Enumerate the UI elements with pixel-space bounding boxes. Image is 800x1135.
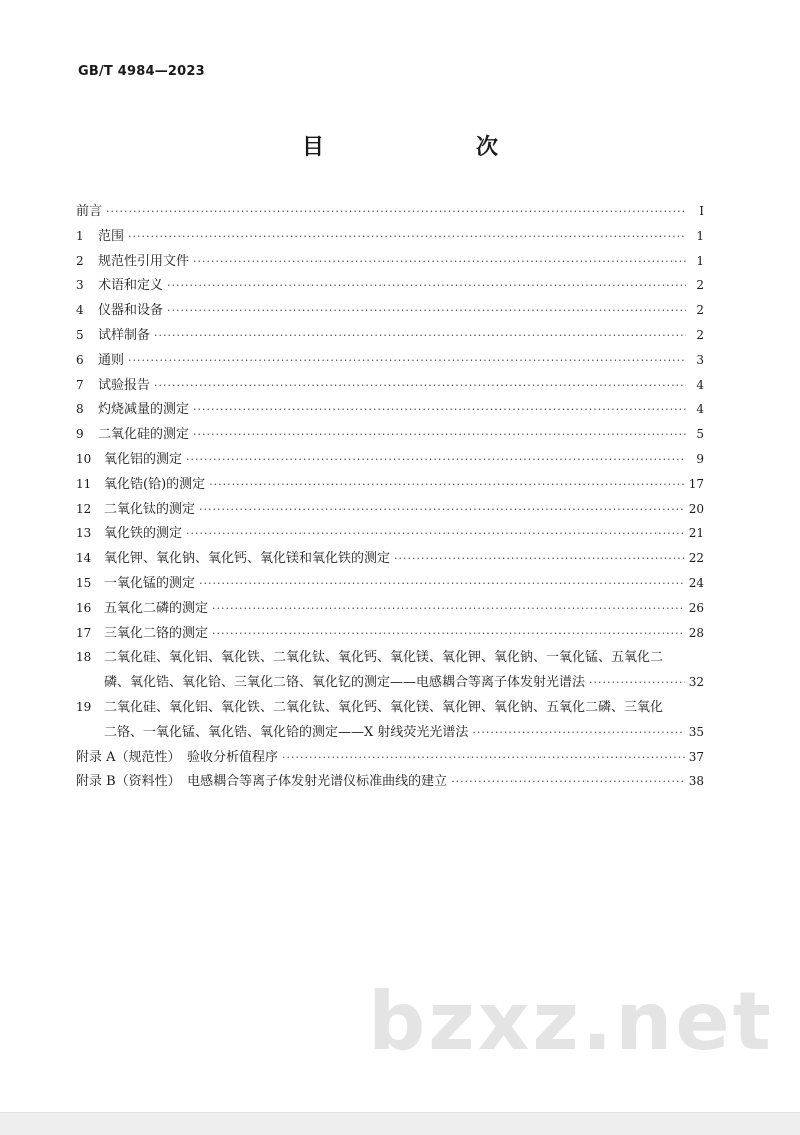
toc-label: 二氧化硅的测定 — [98, 427, 190, 443]
dot-leader — [106, 205, 686, 218]
toc-number: 15 — [76, 575, 92, 590]
table-of-contents — [76, 200, 704, 795]
dot-leader — [472, 726, 684, 739]
toc-number: 11 — [76, 476, 92, 491]
dot-leader — [193, 403, 686, 416]
toc-page: 2 — [696, 303, 704, 318]
toc-number: 1 — [76, 228, 84, 243]
toc-label: 五氧化二磷的测定 — [104, 600, 209, 616]
toc-label-cont: 磷、氧化锆、氧化铪、三氧化二铬、氧化钇的测定——电感耦合等离子体发射光谱法 — [104, 675, 586, 691]
toc-label-cont: 二铬、一氧化锰、氧化锆、氧化铪的测定——X 射线荧光光谱法 — [104, 724, 469, 740]
page-title: 目 次 — [301, 134, 534, 160]
dot-leader — [154, 329, 686, 342]
toc-number: 7 — [76, 377, 84, 392]
toc-number: 12 — [76, 501, 92, 516]
dot-leader — [199, 577, 685, 590]
toc-label: 仪器和设备 — [98, 303, 164, 319]
toc-page: 28 — [688, 625, 704, 640]
toc-label: 一氧化锰的测定 — [104, 575, 196, 591]
toc-label: 试验报告 — [98, 377, 151, 393]
toc-page: 20 — [688, 501, 704, 516]
dot-leader — [128, 230, 686, 243]
toc-entry-17[interactable] — [76, 622, 704, 647]
toc-label: 二氧化钛的测定 — [104, 501, 196, 517]
toc-label: 范围 — [98, 228, 125, 244]
toc-number: 13 — [76, 526, 92, 541]
toc-entry-6[interactable] — [76, 349, 704, 374]
toc-entries — [76, 225, 704, 647]
toc-page: 17 — [688, 476, 704, 491]
dot-leader — [209, 478, 685, 491]
dot-leader — [212, 602, 685, 615]
toc-entry-2[interactable] — [76, 250, 704, 275]
toc-entry-19-cont[interactable] — [76, 721, 704, 746]
toc-number: 10 — [76, 451, 92, 466]
toc-number: 2 — [76, 253, 84, 268]
toc-label: 二氧化硅、氧化铝、氧化铁、二氧化钛、氧化钙、氧化镁、氧化钾、氧化钠、五氧化二磷、三氧化 — [104, 699, 664, 715]
toc-entry-preface[interactable] — [76, 200, 704, 225]
toc-page: 1 — [696, 253, 704, 268]
dot-leader — [282, 751, 685, 764]
toc-page: 2 — [696, 278, 704, 293]
toc-label: 氧化钾、氧化钠、氧化钙、氧化镁和氧化铁的测定 — [104, 551, 391, 567]
dot-leader — [154, 379, 686, 392]
toc-page: 37 — [688, 749, 704, 764]
toc-page: 1 — [696, 228, 704, 243]
toc-number: 18 — [76, 650, 92, 665]
toc-entry-12[interactable] — [76, 498, 704, 523]
toc-label: 三氧化二铬的测定 — [104, 625, 209, 641]
toc-label: 氧化铝的测定 — [104, 451, 183, 467]
toc-entry-5[interactable] — [76, 324, 704, 349]
toc-page: 9 — [696, 451, 704, 466]
toc-entry-16[interactable] — [76, 597, 704, 622]
toc-number: 14 — [76, 551, 92, 566]
dot-leader — [167, 304, 686, 317]
toc-entry-18[interactable] — [76, 646, 704, 671]
toc-page: 32 — [688, 675, 704, 690]
dot-leader — [199, 503, 685, 516]
toc-number: 9 — [76, 427, 84, 442]
toc-number: 16 — [76, 600, 92, 615]
dot-leader — [128, 354, 686, 367]
standard-code: GB/T 4984—2023 — [78, 64, 205, 79]
toc-label: 术语和定义 — [98, 278, 164, 294]
toc-label: 二氧化硅、氧化铝、氧化铁、二氧化钛、氧化钙、氧化镁、氧化钾、氧化钠、一氧化锰、五氧化二 — [104, 650, 664, 666]
toc-entry-appendix-a[interactable] — [76, 746, 704, 771]
toc-number: 19 — [76, 699, 92, 714]
toc-entry-1[interactable] — [76, 225, 704, 250]
toc-number: 6 — [76, 352, 84, 367]
bottom-band — [0, 1112, 800, 1135]
dot-leader — [193, 428, 686, 441]
toc-page: 3 — [696, 352, 704, 367]
toc-entry-18-cont[interactable] — [76, 671, 704, 696]
toc-number: 8 — [76, 402, 84, 417]
toc-page: 24 — [688, 575, 704, 590]
toc-page: Ⅰ — [699, 204, 704, 218]
toc-page: 38 — [688, 774, 704, 789]
toc-label: 附录 A（规范性） 验收分析值程序 — [76, 749, 279, 765]
dot-leader — [394, 552, 685, 565]
toc-page: 26 — [688, 600, 704, 615]
toc-label: 通则 — [98, 352, 125, 368]
toc-label: 前言 — [76, 204, 103, 219]
toc-entry-3[interactable] — [76, 274, 704, 299]
toc-label: 试样制备 — [98, 327, 151, 343]
toc-page: 35 — [688, 724, 704, 739]
toc-label: 规范性引用文件 — [98, 253, 190, 269]
toc-number: 4 — [76, 303, 84, 318]
toc-entry-13[interactable] — [76, 522, 704, 547]
toc-page: 4 — [696, 377, 704, 392]
toc-entry-7[interactable] — [76, 374, 704, 399]
toc-number: 3 — [76, 278, 84, 293]
toc-label: 氧化锆(铪)的测定 — [104, 476, 206, 492]
toc-page: 4 — [696, 402, 704, 417]
toc-entry-10[interactable] — [76, 448, 704, 473]
toc-entry-14[interactable] — [76, 547, 704, 572]
toc-entry-15[interactable] — [76, 572, 704, 597]
dot-leader — [589, 676, 685, 689]
toc-page: 22 — [688, 551, 704, 566]
dot-leader — [186, 527, 685, 540]
dot-leader — [167, 279, 686, 292]
toc-entry-appendix-b[interactable] — [76, 770, 704, 795]
toc-page: 5 — [696, 427, 704, 442]
toc-entry-4[interactable] — [76, 299, 704, 324]
toc-entry-11[interactable] — [76, 473, 704, 498]
toc-label: 灼烧减量的测定 — [98, 402, 190, 418]
toc-entry-19[interactable] — [76, 696, 704, 721]
dot-leader — [212, 627, 685, 640]
watermark: bzxz.net — [368, 975, 774, 1068]
toc-label: 氧化铁的测定 — [104, 526, 183, 542]
dot-leader — [193, 255, 686, 268]
toc-label: 附录 B（资料性） 电感耦合等离子体发射光谱仪标准曲线的建立 — [76, 774, 448, 790]
toc-page: 21 — [688, 526, 704, 541]
toc-number: 5 — [76, 327, 84, 342]
toc-page: 2 — [696, 327, 704, 342]
toc-entry-8[interactable] — [76, 398, 704, 423]
toc-number: 17 — [76, 625, 92, 640]
dot-leader — [451, 775, 685, 788]
toc-entry-9[interactable] — [76, 423, 704, 448]
dot-leader — [186, 453, 686, 466]
